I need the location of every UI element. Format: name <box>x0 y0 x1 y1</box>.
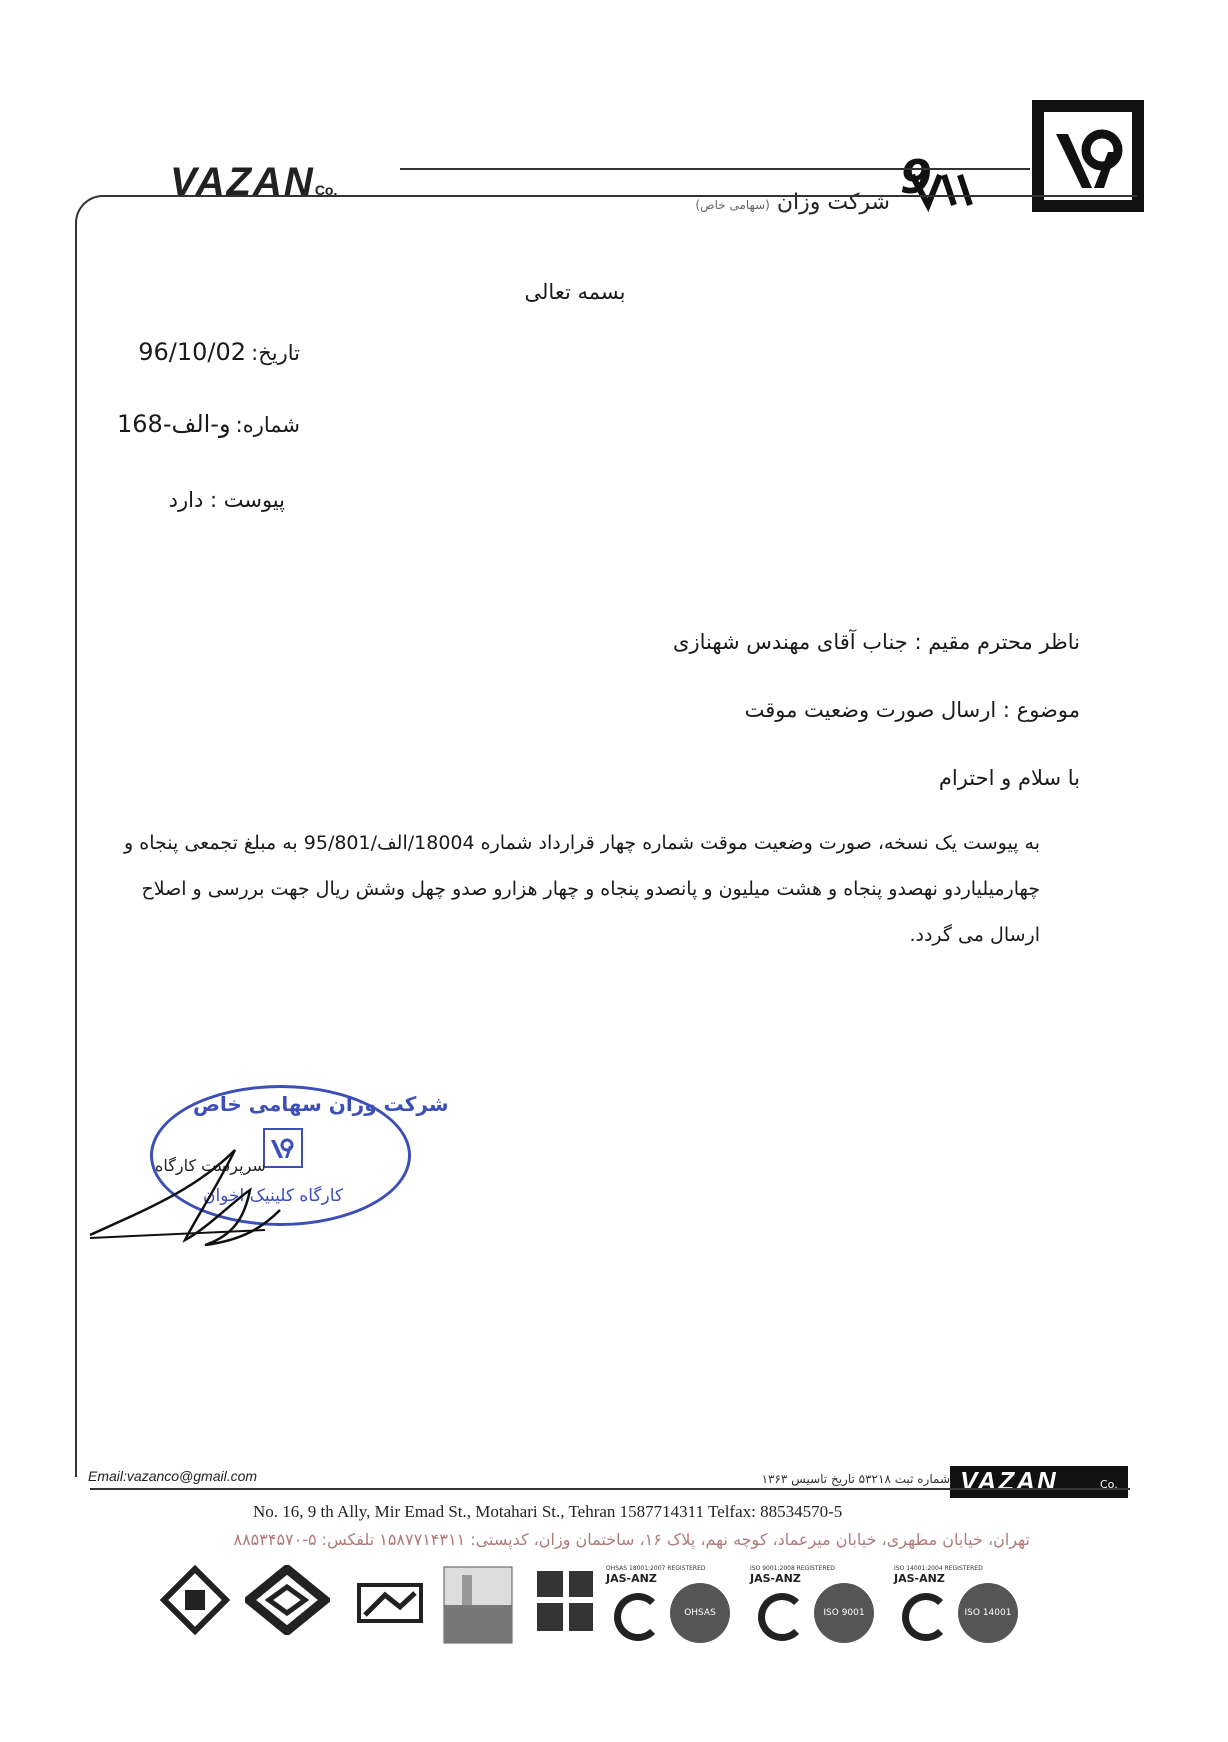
number-value: و-الف-168 <box>117 410 231 438</box>
cert-iso14001-label: JAS-ANZ <box>894 1572 945 1585</box>
date-label: تاریخ: <box>251 341 300 365</box>
cert-ohsas-label: JAS-ANZ <box>606 1572 657 1585</box>
iso9001-seal-icon <box>814 1583 874 1643</box>
jas-anz-c-icon <box>758 1593 806 1641</box>
cert-ohsas <box>606 1565 736 1678</box>
footer-rule <box>90 1488 1130 1490</box>
letter-date <box>130 338 300 366</box>
date-value: 96/10/02 <box>138 338 247 366</box>
ohsas-seal-icon <box>670 1583 730 1678</box>
badge-3 <box>355 1565 425 1655</box>
letter-recipient: ناظر محترم مقیم : جناب آقای مهندس شهنازی <box>673 630 1080 654</box>
cert-iso9001-seal: ISO 9001 <box>823 1608 865 1618</box>
org-handshake-icon <box>355 1565 425 1635</box>
logo-number: 9 <box>900 150 933 204</box>
stamp-top-text: شرکت وزان سهامی خاص <box>193 1092 449 1116</box>
cert-iso9001-label: JAS-ANZ <box>750 1572 801 1585</box>
badge-2 <box>245 1565 330 1655</box>
jas-anz-c-icon <box>614 1593 662 1641</box>
cert-iso14001-seal: ISO 14001 <box>964 1608 1012 1618</box>
header-rule <box>400 168 1030 170</box>
badge-1 <box>160 1565 230 1655</box>
company-name-fa: شرکت وزان <box>776 190 890 215</box>
letter-invocation: بسمه تعالی <box>524 280 626 304</box>
company-type-fa: (سهامی خاص) <box>695 198 770 212</box>
badge-5 <box>533 1565 597 1655</box>
footer-email <box>88 1468 257 1484</box>
logo-latin-suffix: Co. <box>314 182 338 198</box>
letter-subject: موضوع : ارسال صورت وضعیت موقت <box>744 698 1080 722</box>
email-label: Email: <box>88 1468 127 1484</box>
footer-address-fa: تهران، خیابان مطهری، خیابان میرعماد، کوچه نهم، پلاک ۱۶، ساختمان وزان، کدپستی: ۱۵۸۷۷۱۴۳۱۱ تلفکس: ۵-۸۸۵۳۴۵۷۰ <box>233 1530 1030 1549</box>
org-building-icon <box>533 1565 597 1645</box>
footer-logo <box>950 1466 1128 1498</box>
iso14001-seal-icon <box>958 1583 1018 1643</box>
footer-registration: شماره ثبت ۵۳۲۱۸ تاریخ تاسیس ۱۳۶۳ <box>761 1472 950 1486</box>
number-label: شماره: <box>235 413 300 437</box>
cert-iso9001 <box>750 1565 880 1655</box>
cert-iso14001-top: ISO 14001:2004 REGISTERED <box>894 1565 983 1572</box>
cert-ohsas-seal: OHSAS 18001 <box>684 1608 716 1678</box>
jas-anz-c-icon <box>902 1593 950 1641</box>
footer-logo-text: VAZAN <box>960 1466 1058 1496</box>
footer-logo-suffix: Co. <box>1100 1478 1118 1491</box>
letter-number <box>115 410 300 438</box>
letter-body: به پیوست یک نسخه، صورت وضعیت موقت شماره چهار قرارداد شماره 18004/الف/95/801 به مبلغ تجمعی پنجاه و چهارمیلیاردو نهصدو پنجاه و هشت میلیون و پانصدو پنجاه و چهار هزارو صدو چهل وشش ریال جهت بررسی و اصلاح ارسال می گردد. <box>124 832 1040 946</box>
stamp-bottom-text: کارگاه کلینیک اخوان <box>203 1186 344 1206</box>
org-grid-icon <box>442 1565 514 1645</box>
stamp-role-text: سرپرست کارگاه <box>155 1156 266 1175</box>
cert-iso9001-top: ISO 9001:2008 REGISTERED <box>750 1565 835 1572</box>
letter-attachment: پیوست : دارد <box>168 488 285 512</box>
logo-latin-text: VAZAN <box>170 160 315 204</box>
signature-icon <box>85 1130 325 1260</box>
cert-iso14001 <box>894 1565 1024 1655</box>
cert-ohsas-top: OHSAS 18001:2007 REGISTERED <box>606 1565 706 1572</box>
org-diamond-icon <box>245 1565 330 1635</box>
letter-greeting: با سلام و احترام <box>938 766 1080 790</box>
org-logo-icon <box>160 1565 230 1635</box>
email-value: vazanco@gmail.com <box>126 1468 258 1484</box>
badge-4 <box>442 1565 514 1655</box>
footer-address-en: No. 16, 9 th Ally, Mir Emad St., Motahari St., Tehran 1587714311 Telfax: 88534570-5 <box>253 1502 843 1521</box>
